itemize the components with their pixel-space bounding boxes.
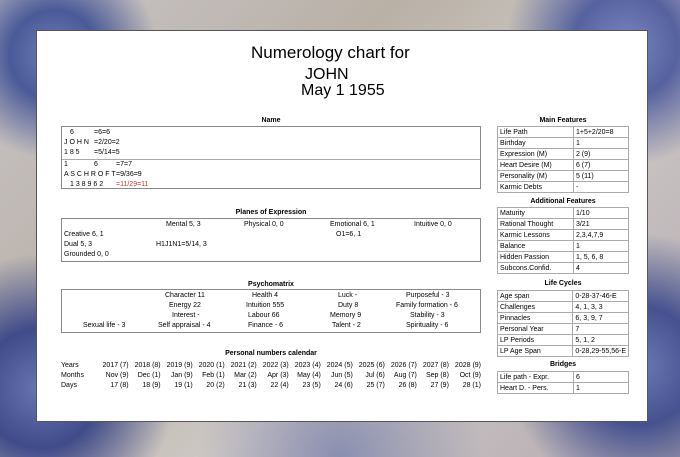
feature-label: Balance	[498, 241, 574, 252]
psy-health: Health 4	[252, 292, 279, 299]
feature-row	[498, 291, 629, 302]
feature-label: Karmic Debts	[498, 182, 574, 193]
calendar-label-days: Days	[61, 381, 77, 389]
feature-label: Life path - Expr.	[498, 372, 574, 383]
calendar-cell: 21 (3)	[238, 381, 257, 389]
psy-finance: Finance - 6	[248, 322, 284, 329]
psy-sexual-life: Sexual life - 3	[83, 322, 126, 329]
feature-value: 3/21	[573, 219, 628, 230]
psy-self-appraisal: Self appraisal - 4	[158, 322, 211, 329]
feature-value: 4, 1, 3, 3	[573, 302, 629, 313]
first-name-sum: =2/20=2	[94, 139, 120, 146]
plane-dual: Dual 5, 3	[64, 241, 93, 248]
calendar-cell: Jul (6)	[365, 371, 385, 379]
feature-row	[498, 372, 629, 383]
plane-intuitive: Intuitive 0, 0	[414, 221, 452, 228]
calendar-cell: 23 (5)	[302, 381, 321, 389]
feature-value: 0-28-37-46-E	[573, 291, 629, 302]
feature-row	[498, 127, 629, 138]
feature-label: Subcons.Confid.	[498, 263, 574, 274]
psy-purposeful: Purposeful - 3	[406, 292, 450, 299]
calendar-table	[61, 360, 481, 390]
additional-features-title: Additional Features	[530, 198, 596, 205]
feature-row	[498, 149, 629, 160]
feature-row	[498, 171, 629, 182]
feature-row	[498, 138, 629, 149]
feature-value: 6 (7)	[573, 160, 628, 171]
calendar-cell: 2018 (8)	[134, 361, 161, 369]
calendar-cell: Jan (9)	[170, 371, 193, 379]
calendar-label-years: Years	[61, 361, 79, 369]
surname-letters: A S C H R O F T	[64, 171, 116, 178]
bridges-table	[497, 371, 629, 394]
calendar-cell: 24 (6)	[334, 381, 353, 389]
feature-row	[498, 302, 629, 313]
feature-label: Birthday	[498, 138, 574, 149]
first-name-consonants-sum: =5/14=5	[94, 149, 120, 156]
feature-label: Pinnacles	[498, 313, 573, 324]
surname-vowel-2: 6	[94, 161, 98, 168]
calendar-cell: Mar (2)	[234, 371, 257, 379]
surname-vowels-sum: =7=7	[116, 161, 132, 168]
feature-label: Rational Thought	[498, 219, 574, 230]
name-vowels: 6	[70, 129, 74, 136]
plane-mental: Mental 5, 3	[166, 221, 201, 228]
main-features-table	[497, 126, 629, 193]
first-name-consonants: 1 8 5	[64, 149, 80, 156]
feature-value: 2 (9)	[573, 149, 628, 160]
calendar-cell: 2027 (8)	[422, 361, 449, 369]
calendar-cell: 17 (8)	[110, 381, 129, 389]
feature-value: 1, 5, 6, 8	[573, 252, 628, 263]
feature-row	[498, 383, 629, 394]
first-name-letters: J O H N	[64, 139, 89, 146]
feature-row	[498, 313, 629, 324]
psychomatrix-box	[61, 289, 481, 333]
plane-o1: O1=6, 1	[336, 231, 362, 238]
calendar-months-row	[61, 370, 481, 380]
feature-value: 1+5+2/20=8	[573, 127, 628, 138]
feature-value: 7	[573, 324, 629, 335]
feature-value: 0-28,29-55,56-E	[573, 346, 629, 357]
feature-row	[498, 263, 629, 274]
feature-label: Heart D. - Pers.	[498, 383, 574, 394]
calendar-cell: 18 (9)	[142, 381, 161, 389]
feature-label: Expression (M)	[498, 149, 574, 160]
planes-box	[61, 218, 481, 262]
calendar-cell: 2028 (9)	[454, 361, 481, 369]
calendar-cell: 19 (1)	[174, 381, 193, 389]
psy-stability: Stability - 3	[410, 312, 445, 319]
calendar-cell: 2021 (2)	[230, 361, 257, 369]
surname-vowel-1: 1	[64, 161, 68, 168]
plane-creative: Creative 6, 1	[64, 231, 104, 238]
calendar-cell: 2017 (7)	[102, 361, 129, 369]
life-cycles-title: Life Cycles	[544, 280, 582, 287]
psy-luck: Luck -	[338, 292, 358, 299]
life-cycles-table	[497, 290, 629, 357]
feature-label: Life Path	[498, 127, 574, 138]
calendar-cell: Dec (1)	[137, 371, 161, 379]
calendar-cell: 20 (2)	[206, 381, 225, 389]
bridges-title: Bridges	[549, 361, 577, 368]
feature-row	[498, 324, 629, 335]
plane-emotional: Emotional 6, 1	[330, 221, 375, 228]
calendar-cell: Apr (3)	[267, 371, 289, 379]
main-features-title: Main Features	[539, 117, 587, 124]
feature-label: Challenges	[498, 302, 573, 313]
surname-sum: =9/36=9	[116, 171, 142, 178]
feature-row	[498, 182, 629, 193]
psy-interest: Interest -	[172, 312, 200, 319]
feature-value: -	[573, 182, 628, 193]
feature-label: Age span	[498, 291, 573, 302]
feature-value: 1	[573, 138, 628, 149]
feature-label: LP Periods	[498, 335, 573, 346]
calendar-cell: 2020 (1)	[198, 361, 225, 369]
calendar-cell: 27 (9)	[430, 381, 449, 389]
calendar-cell: 2026 (7)	[390, 361, 417, 369]
calendar-years-row	[61, 360, 481, 370]
calendar-cell: 2023 (4)	[294, 361, 321, 369]
feature-label: Heart Desire (M)	[498, 160, 574, 171]
calendar-days-row	[61, 380, 481, 390]
calendar-cell: Jun (5)	[331, 371, 353, 379]
name-section-title: Name	[261, 117, 281, 124]
feature-label: Personal Year	[498, 324, 573, 335]
feature-row	[498, 160, 629, 171]
plane-h1j1n1: H1J1N1=5/14, 3	[156, 241, 207, 248]
name-vowels-sum: =6=6	[94, 129, 110, 136]
feature-label: Maturity	[498, 208, 574, 219]
planes-title: Planes of Expression	[235, 209, 307, 216]
psy-character: Character 11	[165, 292, 205, 299]
calendar-cell: May (4)	[297, 371, 321, 379]
calendar-cell: 26 (8)	[398, 381, 417, 389]
plane-physical: Physical 0, 0	[244, 221, 284, 228]
calendar-cell: Aug (7)	[393, 371, 417, 379]
calendar-cell: 25 (7)	[366, 381, 385, 389]
calendar-cell: 28 (1)	[462, 381, 481, 389]
psy-memory: Memory 9	[330, 312, 362, 319]
feature-row	[498, 346, 629, 357]
calendar-cell: Sep (8)	[425, 371, 449, 379]
feature-label: Personality (M)	[498, 171, 574, 182]
psy-intuition: Intuition 555	[246, 302, 285, 309]
feature-value: 6	[573, 372, 628, 383]
feature-value: 1	[573, 383, 628, 394]
feature-row	[498, 208, 629, 219]
additional-features-table	[497, 207, 629, 274]
feature-label: Karmic Lessons	[498, 230, 574, 241]
surname-consonants-sum: =11/29=11	[116, 181, 149, 188]
name-divider	[62, 159, 480, 160]
psy-labour: Labour 66	[248, 312, 280, 319]
feature-row	[498, 230, 629, 241]
calendar-title: Personal numbers calendar	[225, 350, 317, 357]
birth-date: May 1 1955	[301, 82, 385, 99]
calendar-cell: Oct (9)	[459, 371, 481, 379]
feature-row	[498, 252, 629, 263]
psy-family: Family formation - 6	[396, 302, 458, 309]
person-name: JOHN	[305, 66, 349, 83]
calendar-cell: Feb (1)	[202, 371, 225, 379]
calendar-cell: 2019 (9)	[166, 361, 193, 369]
feature-row	[498, 241, 629, 252]
feature-value: 1/10	[573, 208, 628, 219]
chart-title: Numerology chart for	[251, 43, 410, 62]
psychomatrix-title: Psychomatrix	[248, 281, 294, 288]
feature-value: 4	[573, 263, 628, 274]
plane-grounded: Grounded 0, 0	[64, 251, 109, 258]
feature-value: 6, 3, 9, 7	[573, 313, 629, 324]
chart-page	[36, 30, 648, 422]
psy-talent: Talent - 2	[332, 322, 361, 329]
calendar-cell: 22 (4)	[270, 381, 289, 389]
feature-row	[498, 335, 629, 346]
name-box	[61, 126, 481, 189]
psy-duty: Duty 8	[338, 302, 359, 309]
feature-label: LP Age Span	[498, 346, 573, 357]
feature-row	[498, 219, 629, 230]
calendar-cell: 2025 (6)	[358, 361, 385, 369]
psy-spirituality: Spirituality - 6	[406, 322, 449, 329]
calendar-cell: Nov (9)	[105, 371, 129, 379]
feature-value: 2,3,4,7,9	[573, 230, 628, 241]
surname-consonants: 1 3 8 9 6 2	[70, 181, 104, 188]
calendar-cell: 2022 (3)	[262, 361, 289, 369]
feature-value: 5, 1, 2	[573, 335, 629, 346]
feature-label: Hidden Passion	[498, 252, 574, 263]
calendar-label-months: Months	[61, 371, 84, 379]
calendar-cell: 2024 (5)	[326, 361, 353, 369]
feature-value: 5 (11)	[573, 171, 628, 182]
psy-energy: Energy 22	[169, 302, 201, 309]
feature-value: 1	[573, 241, 628, 252]
